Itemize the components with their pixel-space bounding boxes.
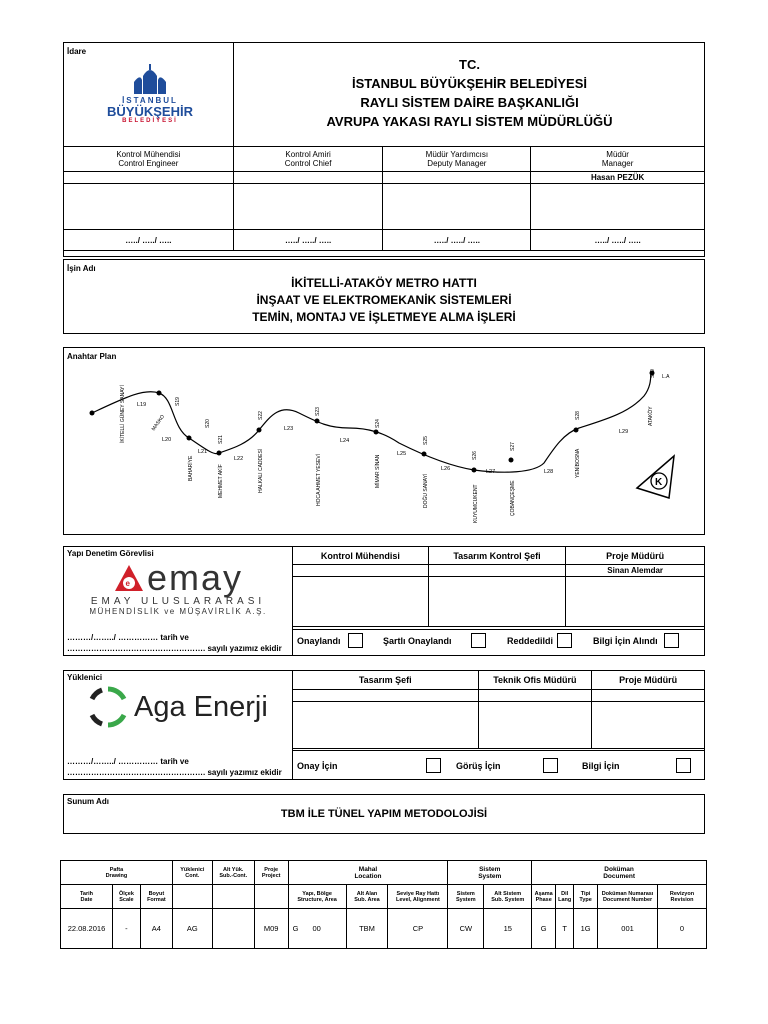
- signature-date: …../ …../ …..: [233, 230, 383, 251]
- svg-text:S24: S24: [375, 419, 381, 428]
- aga-brand: Aga Enerji: [134, 690, 268, 723]
- signature-cell[interactable]: [478, 702, 592, 749]
- doc-date: 22.08.2016: [61, 909, 113, 949]
- svg-text:KUYUMCUKENT: KUYUMCUKENT: [473, 484, 479, 523]
- aga-symbol-icon: [88, 685, 128, 729]
- authority-titles: [234, 55, 705, 131]
- svg-text:DOĞU SANAYİ: DOĞU SANAYİ: [423, 473, 429, 508]
- signature-cell[interactable]: [293, 577, 429, 627]
- supervision-manager-name: Sinan Alemdar: [566, 565, 705, 577]
- svg-text:L27: L27: [486, 469, 496, 475]
- title-department: RAYLI SİSTEM DAİRE BAŞKANLIĞI: [360, 95, 579, 110]
- role-name: [64, 172, 234, 184]
- station-dogu: [422, 452, 427, 457]
- svg-text:L25: L25: [397, 451, 407, 457]
- north-arrow-icon: [637, 456, 674, 498]
- svg-text:HOCA AHMET YESEVİ: HOCA AHMET YESEVİ: [316, 453, 322, 506]
- project-label: İşin Adı: [67, 264, 96, 273]
- station-bahariye: [187, 436, 192, 441]
- doc-contractor: AG: [172, 909, 212, 949]
- station-mehmet-akif: [217, 451, 222, 456]
- station-yenibosna: [574, 428, 579, 433]
- check-for-info[interactable]: Bilgi İçin: [582, 758, 691, 773]
- svg-text:S19: S19: [175, 397, 181, 406]
- submission-title: TBM İLE TÜNEL YAPIM METODOLOJİSİ: [280, 808, 488, 820]
- svg-text:MİMAR SİNAN: MİMAR SİNAN: [375, 454, 381, 488]
- svg-text:L29: L29: [619, 429, 629, 435]
- svg-text:YENİBOSNA: YENİBOSNA: [575, 448, 581, 478]
- svg-text:MASKO: MASKO: [150, 413, 166, 433]
- station-mimar: [374, 430, 379, 435]
- metro-line: [92, 373, 652, 473]
- role-name: Hasan PEZÜK: [531, 172, 705, 184]
- role-header: Kontrol Mühendisi Control Engineer: [64, 147, 234, 172]
- signature-date: …../ …../ …..: [64, 230, 234, 251]
- supervision-header: Kontrol Mühendisi: [293, 547, 429, 565]
- checkbox[interactable]: [543, 758, 558, 773]
- doc-revision: 0: [657, 909, 706, 949]
- svg-text:S21: S21: [218, 435, 224, 444]
- svg-text:e: e: [125, 579, 130, 588]
- contractor-header: Proje Müdürü: [592, 671, 705, 690]
- doc-format: A4: [140, 909, 172, 949]
- svg-text:L22: L22: [234, 456, 244, 462]
- checkbox[interactable]: [557, 633, 572, 648]
- svg-text:MEHMET AKİF: MEHMET AKİF: [218, 464, 224, 498]
- idare-label: İdare: [67, 47, 87, 56]
- doc-phase: G: [532, 909, 556, 949]
- key-plan-map: [64, 348, 704, 534]
- doc-level: TBM: [346, 909, 388, 949]
- emay-triangle-icon: [113, 563, 145, 593]
- svg-text:K: K: [655, 477, 663, 488]
- station-cobancesme: [509, 458, 514, 463]
- svg-text:L19: L19: [137, 402, 147, 408]
- supervision-header: Tasarım Kontrol Şefi: [428, 547, 566, 565]
- station-ikitelli: [90, 411, 95, 416]
- svg-text:L23: L23: [284, 426, 294, 432]
- ibb-logo: İSTANBUL BÜYÜKŞEHİR BELEDİYESİ: [103, 64, 197, 144]
- check-approved[interactable]: Onaylandı: [297, 633, 363, 648]
- svg-text:S28: S28: [575, 411, 581, 420]
- check-rejected[interactable]: Reddedildi: [507, 633, 572, 648]
- checkbox[interactable]: [471, 633, 486, 648]
- supervision-label: Yapı Denetim Görevlisi: [67, 549, 154, 558]
- svg-text:İKİTELLİ GÜNEY SANAYİ: İKİTELLİ GÜNEY SANAYİ: [120, 385, 126, 443]
- svg-text:S23: S23: [315, 407, 321, 416]
- station-masko: [157, 391, 162, 396]
- check-conditional[interactable]: Şartlı Onaylandı: [383, 633, 486, 648]
- signature-cell[interactable]: [233, 184, 383, 230]
- station-halkali: [257, 428, 262, 433]
- svg-text:L28: L28: [544, 469, 554, 475]
- svg-text:ATAKÖY: ATAKÖY: [648, 406, 654, 426]
- doc-alignment: CP: [388, 909, 448, 949]
- supervision-date-line: ………/……../ …………… tarih ve ……………………………………………. sayılı yazımız ekidir: [67, 633, 282, 653]
- emay-logo: e emay EMAY ULUSLARARASI MÜHENDİSLİK ve MÜŞAVİRLİK A.Ş.: [89, 557, 267, 616]
- contractor-date-line: ………/……../ …………… tarih ve ……………………………………………. sayılı yazımız ekidir: [67, 757, 282, 777]
- signature-cell[interactable]: [64, 184, 234, 230]
- project-title: İKİTELLİ-ATAKÖY METRO HATTI İNŞAAT VE ELEKTROMEKANİK SİSTEMLERİ TEMİN, MONTAJ VE İŞLETMEYE ALMA İŞLERİ: [252, 276, 516, 324]
- document-code-table: Pafta Drawing Yüklenici Cont. Alt Yük. Sub.-Cont. Proje Project Mahal Location Sistem System Doküman Document Tarih Date Ölçek Scale Boyut Format Yapı, Bölge Structure, Area Alt Alan Sub. Area Seviye Ray Hattı Level, Alignment Sistem System Alt Sistem Sub. System Aşama Phase Dil Lang Tipi Type Doküman Numarası Document Number Revizyon Revision 22.08.2016 - A4 AG M09 G 00 TBM CP CW 15 G T 1G 001 0: [60, 860, 707, 949]
- role-name: [233, 172, 383, 184]
- checkbox[interactable]: [348, 633, 363, 648]
- doc-subsystem: 15: [484, 909, 532, 949]
- svg-text:L26: L26: [441, 466, 451, 472]
- submission-label: Sunum Adı: [67, 797, 109, 806]
- contractor-header: Tasarım Şefi: [293, 671, 479, 690]
- title-directorate: AVRUPA YAKASI RAYLI SİSTEM MÜDÜRLÜĞÜ: [326, 114, 613, 129]
- doc-project: M09: [254, 909, 288, 949]
- svg-text:S22: S22: [258, 411, 264, 420]
- supervision-header: Proje Müdürü: [566, 547, 705, 565]
- title-ibb: İSTANBUL BÜYÜKŞEHİR BELEDİYESİ: [352, 76, 587, 91]
- doc-subcontractor: [212, 909, 254, 949]
- signature-date: …../ …../ …..: [383, 230, 531, 251]
- check-info-received[interactable]: Bilgi İçin Alındı: [593, 633, 679, 648]
- key-plan-label: Anahtar Plan: [67, 352, 117, 361]
- svg-text:L20: L20: [162, 437, 172, 443]
- svg-text:S25: S25: [423, 436, 429, 445]
- signature-cell[interactable]: [566, 577, 705, 627]
- svg-text:BAHARİYE: BAHARİYE: [188, 455, 194, 481]
- svg-text:S20: S20: [205, 419, 211, 428]
- ibb-emblem-icon: [130, 64, 170, 96]
- svg-text:S27: S27: [510, 442, 516, 451]
- svg-text:HALKALI CADDESİ: HALKALI CADDESİ: [258, 448, 264, 493]
- signature-cell[interactable]: [293, 702, 479, 749]
- doc-system: CW: [448, 909, 484, 949]
- signature-cell[interactable]: [383, 184, 531, 230]
- role-name: [383, 172, 531, 184]
- doc-lang: T: [556, 909, 574, 949]
- doc-structure: G 00: [288, 909, 346, 949]
- svg-text:ÇOBANÇEŞME: ÇOBANÇEŞME: [510, 480, 516, 516]
- role-header: Müdür Yardımcısı Deputy Manager: [383, 147, 531, 172]
- signature-cell[interactable]: [592, 702, 705, 749]
- checkbox[interactable]: [426, 758, 441, 773]
- title-tc: TC.: [459, 57, 480, 72]
- svg-text:L21: L21: [198, 449, 208, 455]
- doc-number: 001: [598, 909, 658, 949]
- aga-logo: [88, 685, 268, 729]
- signature-cell[interactable]: [428, 577, 566, 627]
- role-header: Kontrol Amiri Control Chief: [233, 147, 383, 172]
- station-kuyumcukent: [472, 468, 477, 473]
- doc-type: 1G: [574, 909, 598, 949]
- role-header: Müdür Manager: [531, 147, 705, 172]
- contractor-label: Yüklenici: [67, 673, 103, 682]
- svg-text:L.A: L.A: [662, 374, 670, 380]
- emay-brand: emay: [146, 557, 244, 598]
- checkbox[interactable]: [676, 758, 691, 773]
- svg-text:S29: S29: [650, 369, 656, 378]
- approval-signature-table: [63, 146, 705, 251]
- check-for-comment[interactable]: Görüş İçin: [456, 758, 558, 773]
- signature-date: …../ …../ …..: [531, 230, 705, 251]
- svg-text:L24: L24: [340, 438, 350, 444]
- doc-scale: -: [112, 909, 140, 949]
- checkbox[interactable]: [664, 633, 679, 648]
- signature-cell[interactable]: [531, 184, 705, 230]
- station-hoca: [315, 419, 320, 424]
- contractor-header: Teknik Ofis Müdürü: [478, 671, 592, 690]
- svg-text:S26: S26: [472, 451, 478, 460]
- check-for-approval[interactable]: Onay İçin: [297, 758, 441, 773]
